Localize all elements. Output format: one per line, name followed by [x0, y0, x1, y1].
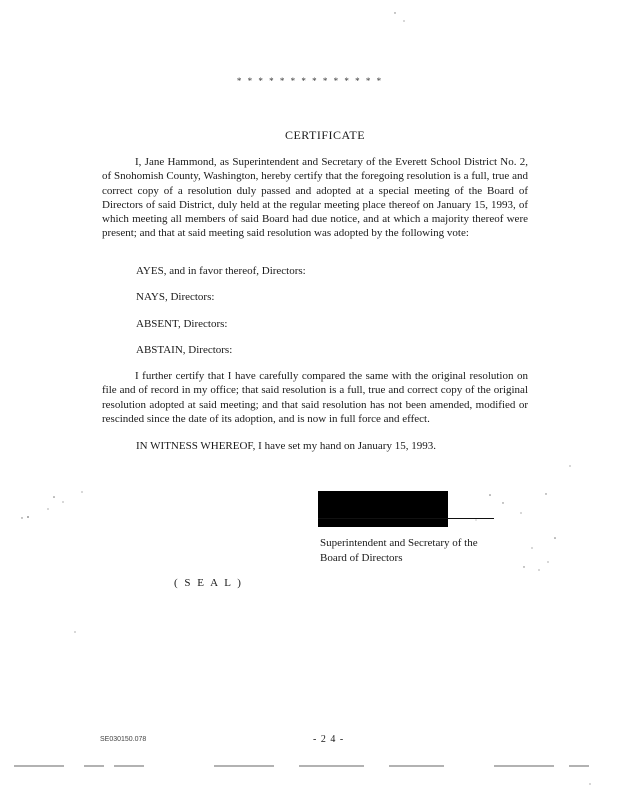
- footer-scan-artifact: [14, 763, 594, 769]
- vote-abstain-line: ABSTAIN, Directors:: [136, 344, 233, 356]
- redacted-signature-block: [318, 491, 448, 527]
- separator-stars: * * * * * * * * * * * * * *: [236, 76, 384, 86]
- vote-nays-line: NAYS, Directors:: [136, 291, 215, 303]
- page-number: - 2 4 -: [313, 734, 345, 745]
- seal-placeholder: ( S E A L ): [174, 577, 243, 589]
- signature-line: [318, 518, 494, 519]
- vote-absent-line: ABSENT, Directors:: [136, 318, 228, 330]
- certificate-title: CERTIFICATE: [284, 128, 366, 142]
- signatory-title: [320, 536, 478, 566]
- witness-statement: IN WITNESS WHEREOF, I have set my hand on January 15, 1993.: [136, 440, 436, 452]
- further-certify-paragraph: I further certify that I have carefully compared the same with the original resolution on file and of record in my office; that said resolution is a full, true and correct copy of the original resolution adopted at said meeting; and that said resolution has not been amended, modified or rescinded since the date of its adoption, and is now in full force and effect.: [102, 370, 528, 425]
- signatory-title-line-1: Superintendent and Secretary of the: [320, 537, 478, 549]
- signatory-title-line-2: Board of Directors: [320, 552, 403, 564]
- document-number: SE030150.078: [100, 736, 147, 743]
- vote-ayes-line: AYES, and in favor thereof, Directors:: [136, 265, 306, 277]
- certificate-intro-paragraph: I, Jane Hammond, as Superintendent and Secretary of the Everett School District No. 2, of Snohomish County, Washington, hereby certify that the foregoing resolution is a full, true and correct copy of a resolution duly passed and adopted at a special meeting of the Board of Directors of said District, duly held at the regular meeting place thereof on January 15, 1993, of which meeting all members of said Board had due notice, and at which a majority thereof were present; and that at said meeting said resolution was adopted by the following vote:: [102, 156, 528, 240]
